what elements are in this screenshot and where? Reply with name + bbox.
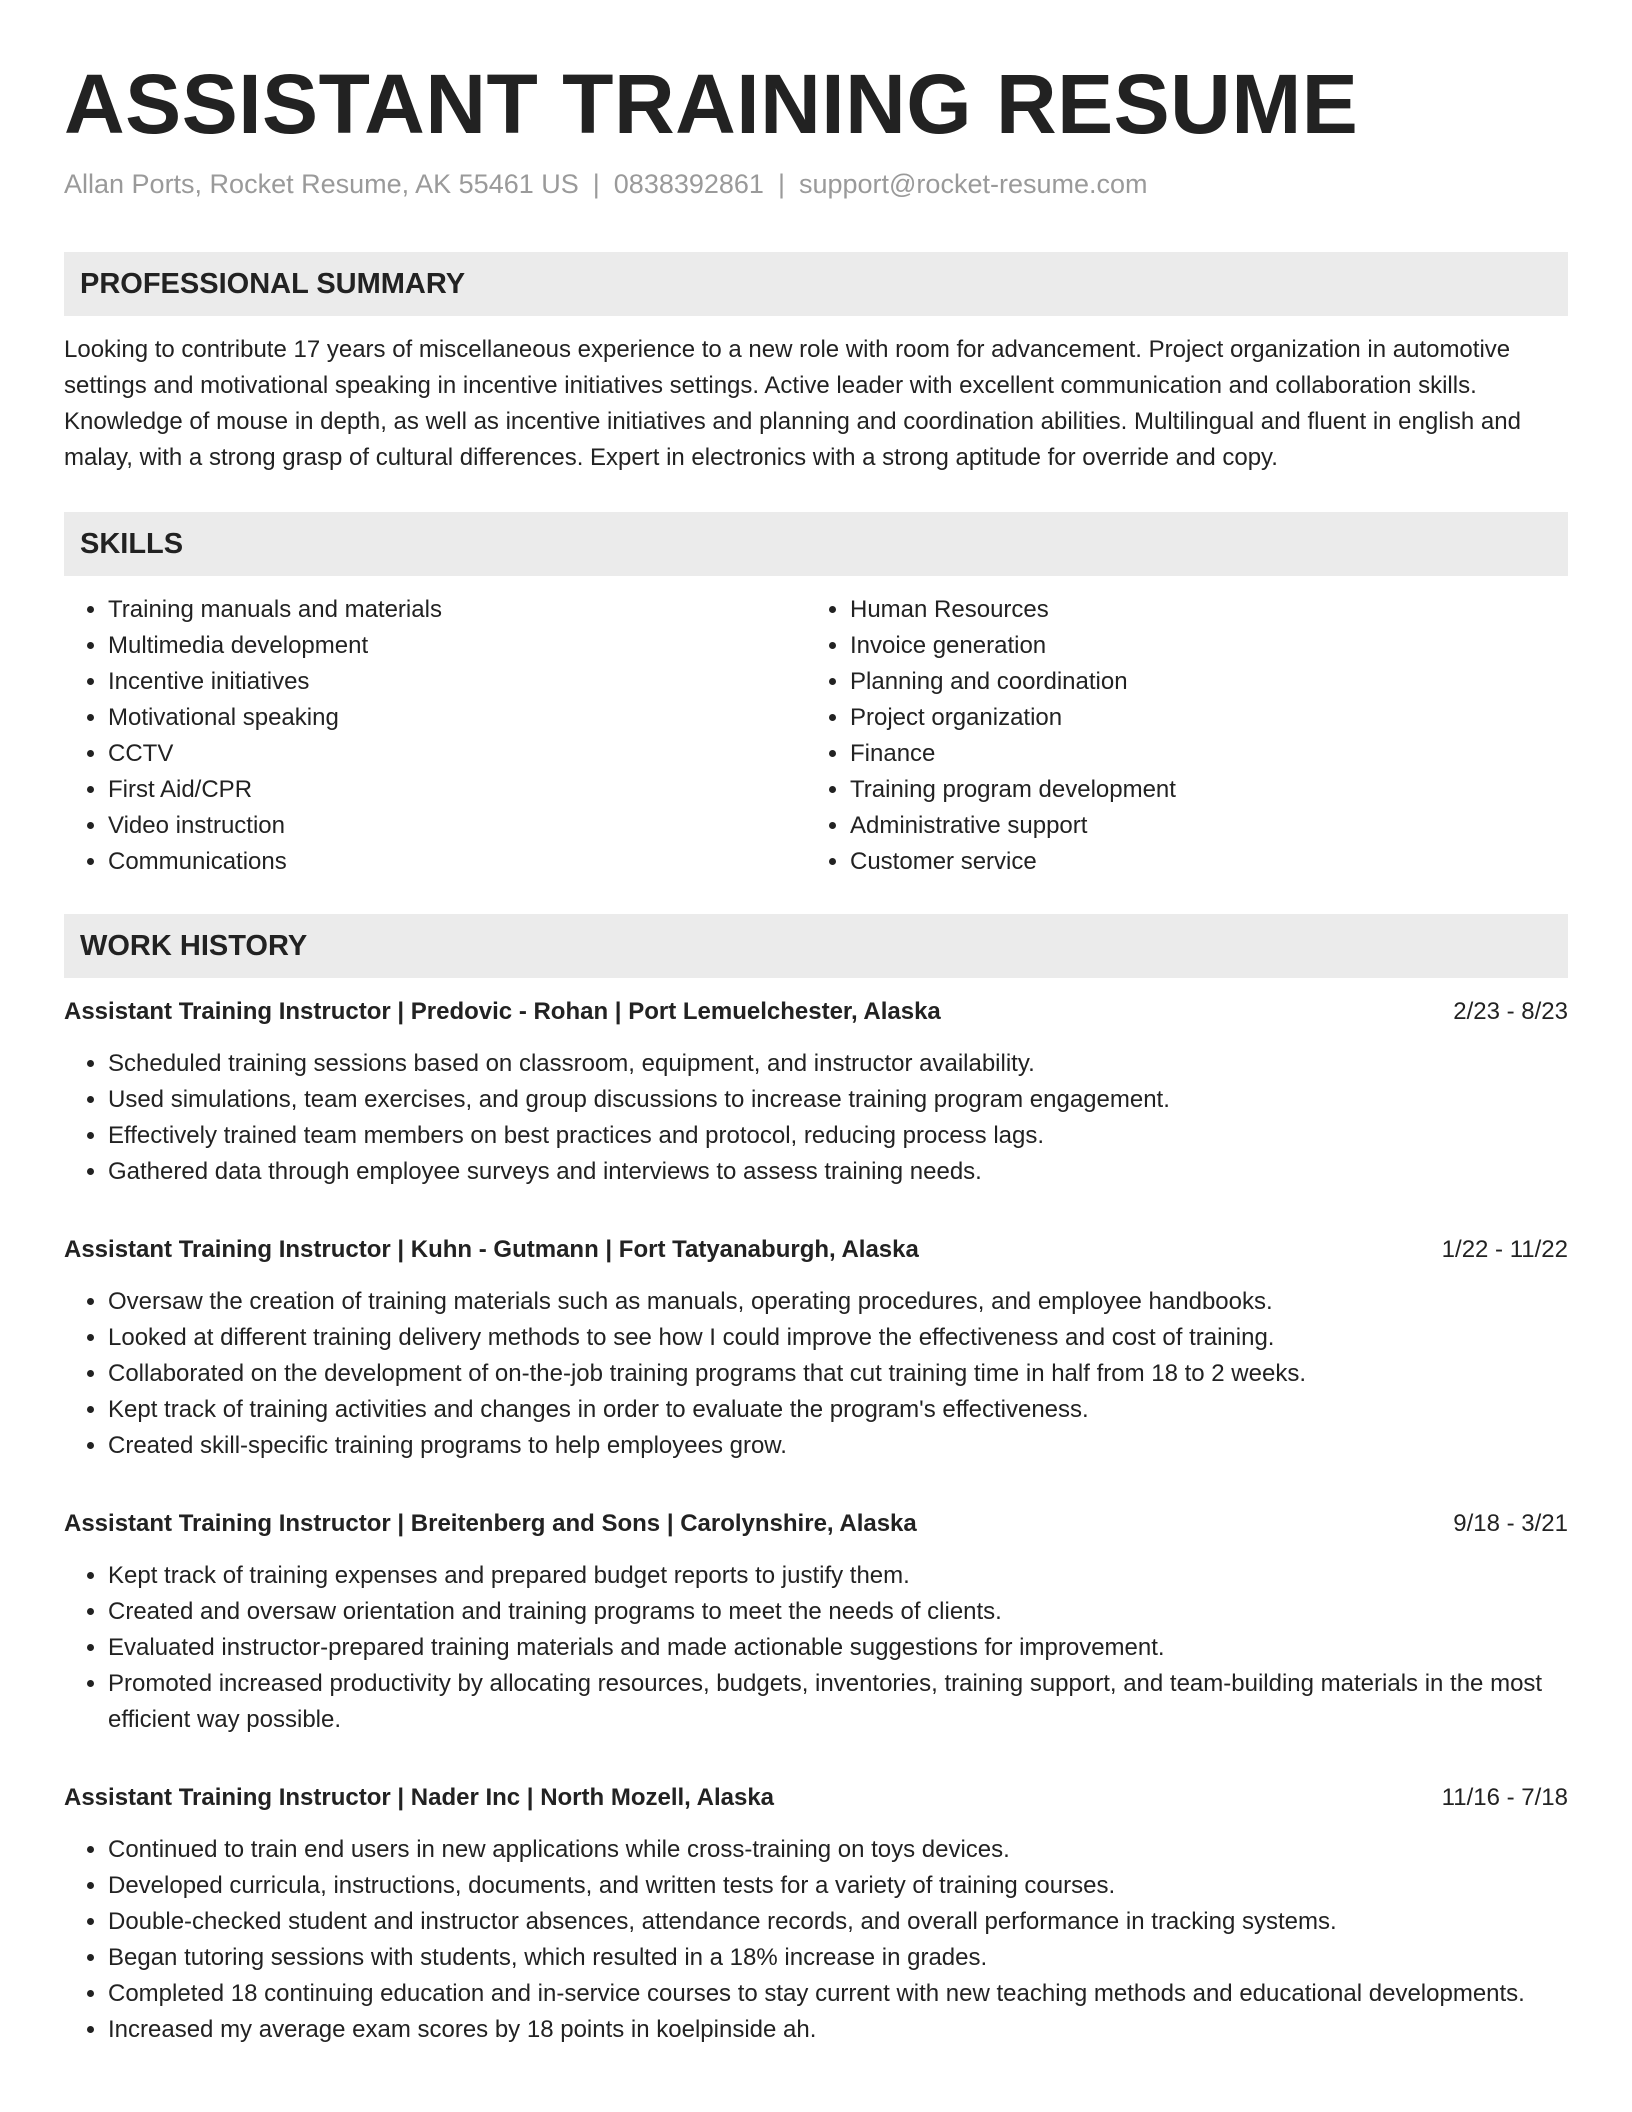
skill-item: • Finance xyxy=(850,736,1548,772)
summary-text: Looking to contribute 17 years of miscellaneous experience to a new role with room for advancement. Project organization in automotive settings and motivational speaking in incentive initiatives settings. Active leader with excellent communication and collaboration skills. Knowledge of mouse in depth, as well as incentive initiatives and planning and coordination abilities. Multilingual and fluent in english and malay, with a strong grasp of cultural differences. Expert in electronics with a strong aptitude for override and copy. xyxy=(64,336,1521,471)
job-dates: 11/16 - 7/18 xyxy=(1441,1784,1568,1811)
job-bullet: • Scheduled training sessions based on classroom, equipment, and instructor availability. xyxy=(108,1046,1568,1082)
skill-item: • Planning and coordination xyxy=(850,664,1548,700)
skill-item: • CCTV xyxy=(108,736,806,772)
contact-address: Allan Ports, Rocket Resume, AK 55461 US xyxy=(64,169,579,199)
skill-item: • Human Resources xyxy=(850,592,1548,628)
job-header xyxy=(64,1232,1568,1268)
skill-item: • Training program development xyxy=(850,772,1548,808)
skills-column-right xyxy=(806,592,1548,880)
job-title: Assistant Training Instructor | Breitenberg and Sons | Carolynshire, Alaska xyxy=(64,1510,917,1537)
skills-column-left xyxy=(64,592,806,880)
skill-item: • Incentive initiatives xyxy=(108,664,806,700)
skill-item: • Motivational speaking xyxy=(108,700,806,736)
job-entry xyxy=(64,1232,1568,1464)
contact-email: support@rocket-resume.com xyxy=(798,169,1148,199)
job-bullet: • Double-checked student and instructor absences, attendance records, and overall performance in tracking systems. xyxy=(108,1904,1568,1940)
job-title: Assistant Training Instructor | Kuhn - Gutmann | Fort Tatyanaburgh, Alaska xyxy=(64,1236,919,1263)
job-title: Assistant Training Instructor | Nader Inc | North Mozell, Alaska xyxy=(64,1784,775,1811)
section-heading-summary: PROFESSIONAL SUMMARY xyxy=(64,252,1568,316)
resume-page xyxy=(64,56,1568,2048)
skill-item: • First Aid/CPR xyxy=(108,772,806,808)
job-bullet-list xyxy=(64,1558,1568,1738)
job-dates: 1/22 - 11/22 xyxy=(1441,1236,1568,1263)
contact-phone: 0838392861 xyxy=(613,169,764,199)
job-bullet-list xyxy=(64,1284,1568,1464)
job-bullet: • Began tutoring sessions with students, which resulted in a 18% increase in grades. xyxy=(108,1940,1568,1976)
job-header xyxy=(64,1506,1568,1542)
contact-separator: | xyxy=(777,169,785,199)
skill-item: • Invoice generation xyxy=(850,628,1548,664)
job-bullet: • Developed curricula, instructions, documents, and written tests for a variety of training courses. xyxy=(108,1868,1568,1904)
section-heading-work-history: WORK HISTORY xyxy=(64,914,1568,978)
job-bullet: • Collaborated on the development of on-the-job training programs that cut training time in half from 18 to 2 weeks. xyxy=(108,1356,1568,1392)
skill-item: • Training manuals and materials xyxy=(108,592,806,628)
resume-title: ASSISTANT TRAINING RESUME xyxy=(64,57,1359,151)
skill-item: • Video instruction xyxy=(108,808,806,844)
job-bullet-list xyxy=(64,1046,1568,1190)
job-entry xyxy=(64,1506,1568,1738)
job-bullet: • Increased my average exam scores by 18 points in koelpinside ah. xyxy=(108,2012,1568,2048)
job-entry xyxy=(64,994,1568,1190)
job-bullet: • Oversaw the creation of training materials such as manuals, operating procedures, and employee handbooks. xyxy=(108,1284,1568,1320)
contact-line xyxy=(64,166,1568,202)
job-bullet: • Used simulations, team exercises, and group discussions to increase training program engagement. xyxy=(108,1082,1568,1118)
job-bullet-list xyxy=(64,1832,1568,2048)
job-bullet: • Completed 18 continuing education and in-service courses to stay current with new teaching methods and educational developments. xyxy=(108,1976,1568,2012)
job-bullet: • Effectively trained team members on best practices and protocol, reducing process lags. xyxy=(108,1118,1568,1154)
job-bullet: • Evaluated instructor-prepared training materials and made actionable suggestions for improvement. xyxy=(108,1630,1568,1666)
section-heading-skills: SKILLS xyxy=(64,512,1568,576)
job-dates: 2/23 - 8/23 xyxy=(1453,998,1568,1025)
job-bullet: • Kept track of training expenses and prepared budget reports to justify them. xyxy=(108,1558,1568,1594)
job-dates: 9/18 - 3/21 xyxy=(1453,1510,1568,1537)
skills-grid xyxy=(64,592,1568,880)
job-header xyxy=(64,1780,1568,1816)
job-title: Assistant Training Instructor | Predovic - Rohan | Port Lemuelchester, Alaska xyxy=(64,998,941,1025)
job-entry xyxy=(64,1780,1568,2048)
job-bullet: • Created and oversaw orientation and training programs to meet the needs of clients. xyxy=(108,1594,1568,1630)
work-history-list xyxy=(64,994,1568,2048)
skill-item: • Project organization xyxy=(850,700,1548,736)
job-header xyxy=(64,994,1568,1030)
job-bullet: • Gathered data through employee surveys and interviews to assess training needs. xyxy=(108,1154,1568,1190)
job-bullet: • Looked at different training delivery methods to see how I could improve the effectiveness and cost of training. xyxy=(108,1320,1568,1356)
job-bullet: • Promoted increased productivity by allocating resources, budgets, inventories, training support, and team-building materials in the most efficient way possible. xyxy=(108,1666,1568,1738)
job-bullet: • Continued to train end users in new applications while cross-training on toys devices. xyxy=(108,1832,1568,1868)
skill-item: • Communications xyxy=(108,844,806,880)
skill-item: • Customer service xyxy=(850,844,1548,880)
contact-separator: | xyxy=(592,169,600,199)
job-bullet: • Kept track of training activities and changes in order to evaluate the program's effectiveness. xyxy=(108,1392,1568,1428)
skill-item: • Administrative support xyxy=(850,808,1548,844)
job-bullet: • Created skill-specific training programs to help employees grow. xyxy=(108,1428,1568,1464)
skill-item: • Multimedia development xyxy=(108,628,806,664)
